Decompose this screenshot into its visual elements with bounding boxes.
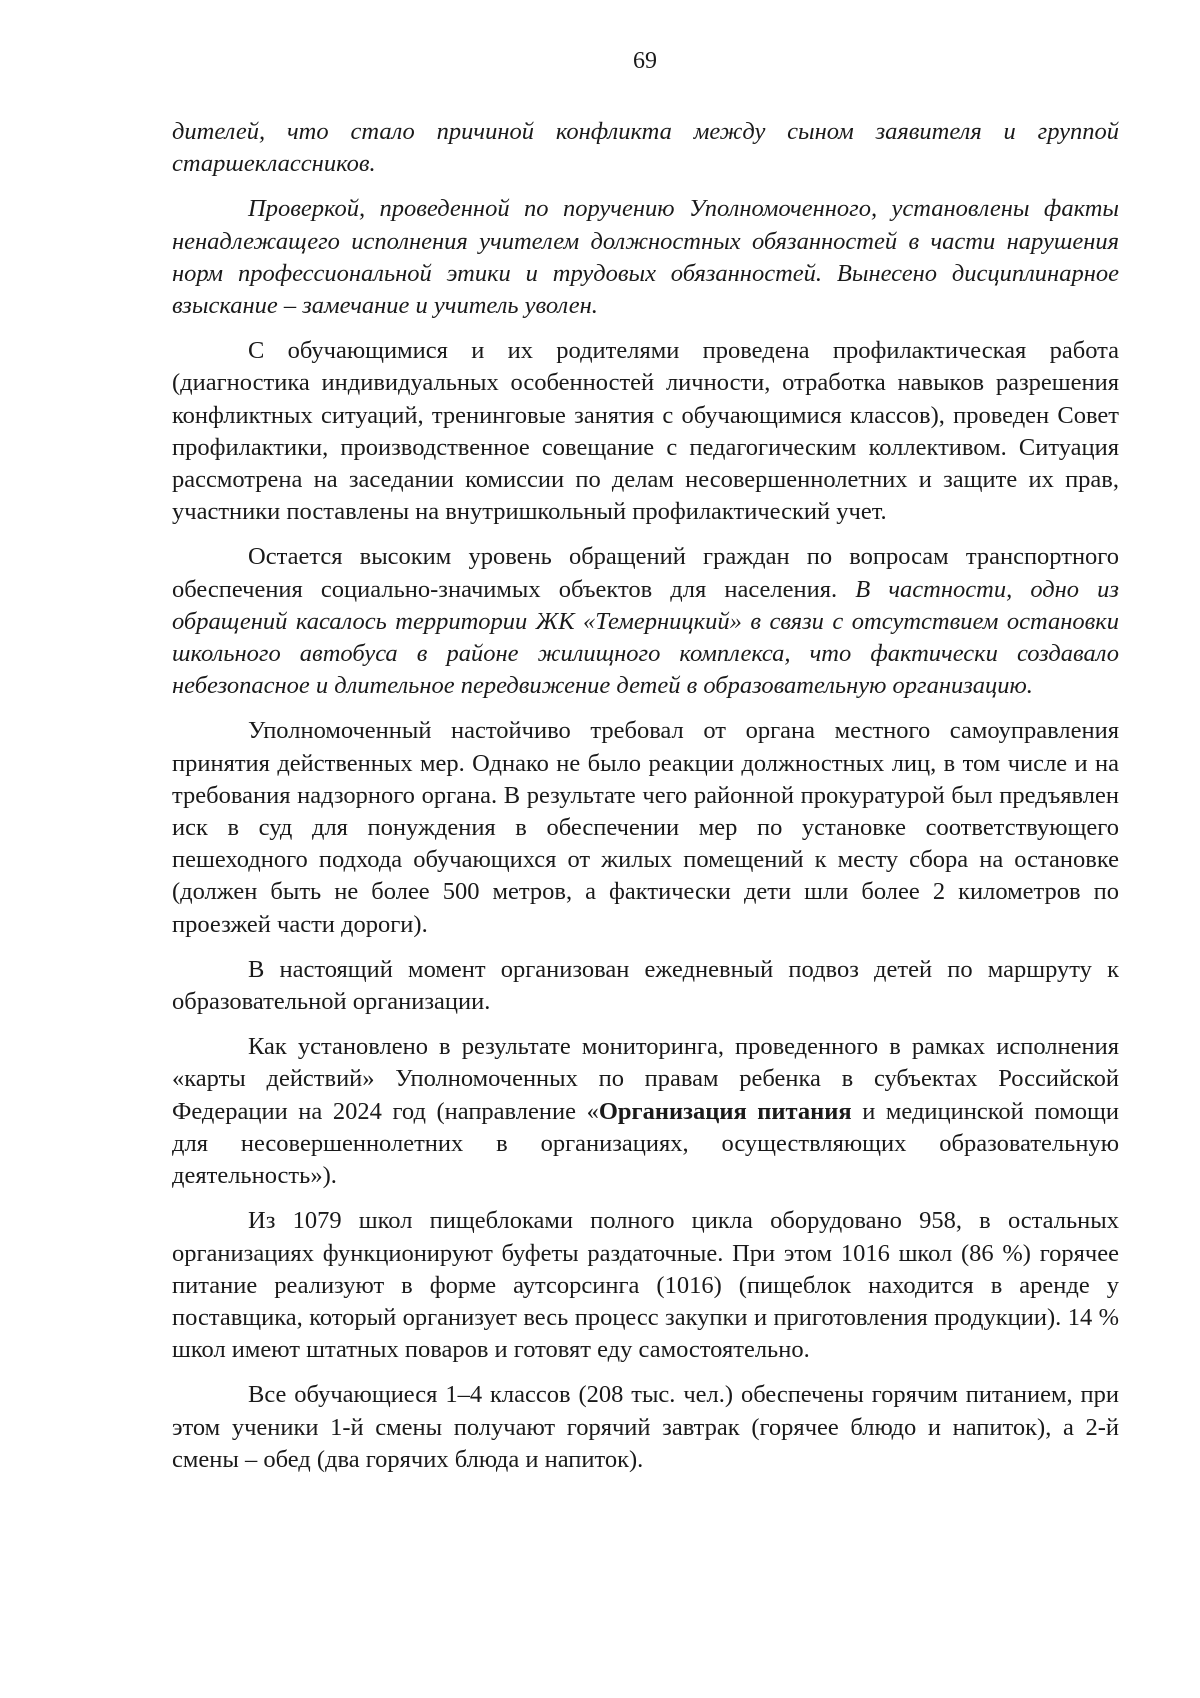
text-segment: В настоящий момент организован ежедневный подвоз детей по маршруту к образовательной организации.	[172, 955, 1119, 1016]
paragraph	[172, 715, 1119, 940]
text-segment-bold: Организация питания	[598, 1097, 852, 1125]
document-body	[172, 116, 1119, 1489]
text-segment: и медицинской помощи для несовершеннолетних в организациях, осуществляющих образовательную деятельность»).	[172, 1097, 1119, 1190]
text-segment: С обучающимися и их родителями проведена профилактическая работа (диагностика индивидуальных особенностей личности, отработка навыков разрешения конфликтных ситуаций, тренинговые занятия с обучающимися классов), проведен Совет профилактики, производственное совещание с педагогическим коллективом. Ситуация рассмотрена на заседании комиссии по делам несовершеннолетних и защите их прав, участники поставлены на внутришкольный профилактический учет.	[172, 337, 1119, 526]
page-number: 69	[633, 48, 657, 74]
text-segment: Из 1079 школ пищеблоками полного цикла оборудовано 958, в остальных организациях функционируют буфеты раздаточные. При этом 1016 школ (86 %) горячее питание реализуют в форме аутсорсинга (1016) (пищеблок находится в аренде у поставщика, который организует весь процесс закупки и приготовления продукции). 14 % школ имеют штатных поваров и готовят еду самостоятельно.	[172, 1207, 1119, 1364]
text-segment: Остается высоким уровень обращений граждан по вопросам транспортного обеспечения социально-значимых объектов для населения.	[172, 543, 1119, 603]
paragraph	[172, 954, 1119, 1018]
text-segment: Проверкой, проведенной по поручению Уполномоченного, установлены факты ненадлежащего исполнения учителем должностных обязанностей в части нарушения норм профессиональной этики и трудовых обязанностей. Вынесено дисциплинарное взыскание – замечание и учитель уволен.	[172, 195, 1119, 320]
paragraph	[172, 116, 1119, 180]
text-segment: Уполномоченный настойчиво требовал от органа местного самоуправления принятия действенных мер. Однако не было реакции должностных лиц, в том числе и на требования надзорного органа. В результате чего районной прокуратурой был предъявлен иск в суд для понуждения в обеспечении мер по установке соответствующего пешеходного подхода обучающихся от жилых помещений к месту сбора на остановке (должен быть не более 500 метров, а фактически дети шли более 2 километров по проезжей части дороги).	[172, 717, 1119, 938]
text-segment: Как установлено в результате мониторинга, проведенного в рамках исполнения «карты действий» Уполномоченных по правам ребенка в субъектах Российской Федерации на 2024 год (направление «	[172, 1033, 1119, 1125]
paragraph	[172, 1379, 1119, 1476]
paragraph	[172, 1205, 1119, 1366]
text-segment: дителей, что стало причиной конфликта между сыном заявителя и группой старшеклассников.	[172, 118, 1119, 178]
paragraph	[172, 1031, 1119, 1192]
paragraph	[172, 541, 1119, 702]
paragraph	[172, 193, 1119, 322]
text-segment: Все обучающиеся 1–4 классов (208 тыс. чел.) обеспечены горячим питанием, при этом ученики 1-й смены получают горячий завтрак (горячее блюдо и напиток), а 2-й смены – обед (два горячих блюда и напиток).	[172, 1381, 1119, 1473]
paragraph	[172, 335, 1119, 528]
text-segment: В частности, одно из обращений касалось территории ЖК «Темерницкий» в связи с отсутствием остановки школьного автобуса в районе жилищного комплекса, что фактически создавало небезопасное и длительное передвижение детей в образовательную организацию.	[172, 575, 1119, 700]
